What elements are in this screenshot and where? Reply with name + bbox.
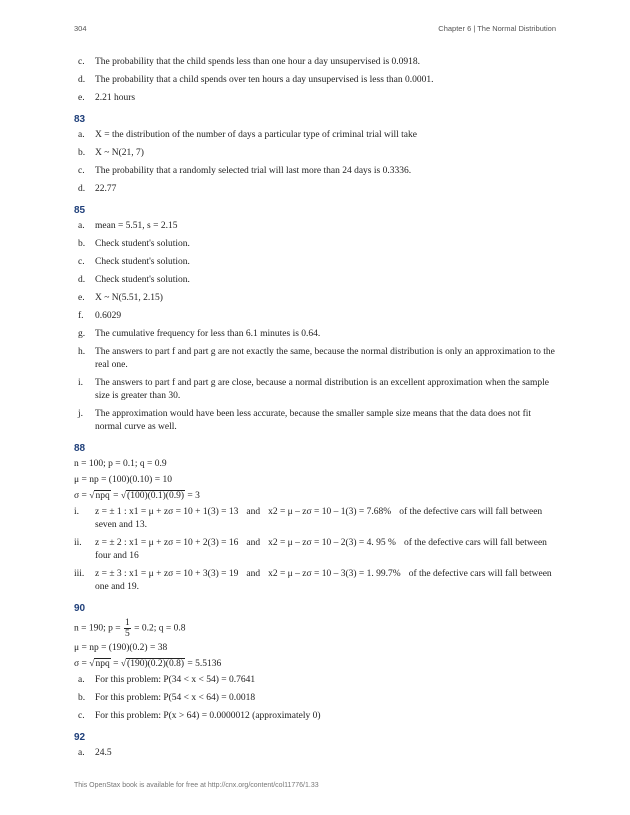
item-label: d. bbox=[78, 75, 86, 85]
item-label: c. bbox=[78, 166, 85, 176]
item-text: 24.5 bbox=[95, 748, 112, 758]
item-text: X ~ N(21, 7) bbox=[95, 148, 144, 158]
problem-number-92: 92 bbox=[74, 732, 86, 743]
fraction-numerator: 1 bbox=[124, 618, 130, 628]
sqrt-symbol: √ bbox=[120, 659, 127, 669]
item-label: c. bbox=[78, 257, 85, 267]
math-expression-2: x2 = μ – zσ = 10 – 1(3) = 7.68% bbox=[268, 507, 392, 517]
problem-92-answers bbox=[74, 747, 560, 760]
item-label: b. bbox=[78, 693, 86, 703]
math-expression-2: x2 = μ – zσ = 10 – 3(3) = 1. 99.7% bbox=[268, 569, 401, 579]
item-text: The probability that the child spends less than one hour a day unsupervised is 0.0918. bbox=[95, 57, 421, 67]
item-label: i. bbox=[78, 378, 84, 388]
math-expression-1: z = ± 3 : x1 = μ + zσ = 10 + 3(3) = 19 bbox=[95, 569, 239, 579]
equals: = bbox=[110, 659, 121, 669]
list-item bbox=[74, 238, 560, 251]
item-label: c. bbox=[78, 57, 85, 67]
item-text: The cumulative frequency for less than 6.1 minutes is 0.64. bbox=[95, 329, 321, 339]
sigma-result: = 3 bbox=[185, 491, 200, 501]
sqrt-symbol: √ bbox=[120, 491, 127, 501]
sigma-formula bbox=[74, 490, 560, 503]
mean-formula: μ = np = (100)(0.10) = 10 bbox=[74, 475, 172, 485]
item-text: The answers to part f and part g are not exactly the same, because the normal distribution is only an approximation to the real one. bbox=[95, 347, 555, 370]
item-text: mean = 5.51, s = 2.15 bbox=[95, 221, 178, 231]
item-label: b. bbox=[78, 148, 86, 158]
list-item bbox=[74, 328, 560, 341]
item-label: g. bbox=[78, 329, 86, 339]
given-lead: n = 190; p = bbox=[74, 623, 123, 634]
item-label: a. bbox=[78, 130, 85, 140]
list-item bbox=[74, 274, 560, 287]
item-label: b. bbox=[78, 239, 86, 249]
sigma-result: = 5.5136 bbox=[185, 659, 222, 669]
item-text: 0.6029 bbox=[95, 311, 122, 321]
item-text: X = the distribution of the number of days a particular type of criminal trial will take bbox=[95, 130, 417, 140]
item-text: of the defective cars will fall between four and 16 bbox=[95, 538, 547, 561]
and-text: and bbox=[246, 569, 261, 579]
math-expression-1: z = ± 1 : x1 = μ + zσ = 10 + 1(3) = 13 bbox=[95, 507, 239, 517]
item-text: For this problem: P(54 < x < 64) = 0.0018 bbox=[95, 693, 256, 703]
mean-formula: μ = np = (190)(0.2) = 38 bbox=[74, 643, 168, 653]
item-text: of the defective cars will fall between seven and 13. bbox=[95, 507, 543, 530]
item-text: 22.77 bbox=[95, 184, 117, 194]
item-text: The answers to part f and part g are close, because a normal distribution is an excellent approximation when the sample size is greater than 30. bbox=[95, 378, 550, 401]
sqrt-symbol: √ bbox=[89, 659, 95, 669]
chapter-header: Chapter 6 | The Normal Distribution bbox=[438, 24, 556, 33]
item-label: c. bbox=[78, 711, 85, 721]
item-text: For this problem: P(x > 64) = 0.0000012 (approximately 0) bbox=[95, 711, 321, 721]
sqrt-values: (100)(0.1)(0.9) bbox=[127, 491, 185, 501]
problem-number-85: 85 bbox=[74, 205, 86, 216]
list-item bbox=[74, 537, 560, 563]
page-number: 304 bbox=[74, 24, 87, 33]
problem-83-answers bbox=[74, 129, 560, 196]
top-answer-list bbox=[74, 56, 560, 105]
item-label: d. bbox=[78, 275, 86, 285]
problem-number-90: 90 bbox=[74, 603, 86, 614]
list-item bbox=[74, 183, 560, 196]
math-expression-2: x2 = μ – zσ = 10 – 2(3) = 4. 95 % bbox=[268, 538, 396, 548]
given-values bbox=[74, 618, 560, 639]
and-text: and bbox=[246, 538, 261, 548]
list-item bbox=[74, 692, 560, 705]
sqrt-npq: npq bbox=[95, 491, 110, 501]
given-tail: = 0.2; q = 0.8 bbox=[131, 623, 186, 634]
list-item bbox=[74, 220, 560, 233]
list-item bbox=[74, 256, 560, 269]
list-item bbox=[74, 506, 560, 532]
list-item bbox=[74, 674, 560, 687]
list-item bbox=[74, 129, 560, 142]
problem-88-answers bbox=[74, 458, 560, 594]
list-item bbox=[74, 310, 560, 323]
list-item bbox=[74, 92, 560, 105]
item-label: i. bbox=[74, 507, 80, 517]
list-item bbox=[74, 377, 560, 403]
item-label: e. bbox=[78, 293, 85, 303]
list-item bbox=[74, 568, 560, 594]
item-label: ii. bbox=[74, 538, 82, 548]
item-label: d. bbox=[78, 184, 86, 194]
item-text: The probability that a randomly selected trial will last more than 24 days is 0.3336. bbox=[95, 166, 412, 176]
item-label: e. bbox=[78, 93, 85, 103]
list-item bbox=[74, 292, 560, 305]
item-text: The probability that a child spends over ten hours a day unsupervised is less than 0.0001. bbox=[95, 75, 434, 85]
list-item bbox=[74, 147, 560, 160]
problem-85-answers bbox=[74, 220, 560, 434]
fraction bbox=[124, 618, 131, 639]
item-text: Check student's solution. bbox=[95, 239, 190, 249]
problem-number-88: 88 bbox=[74, 443, 86, 454]
item-text: Check student's solution. bbox=[95, 257, 190, 267]
list-item bbox=[74, 710, 560, 723]
list-item bbox=[74, 165, 560, 178]
math-expression-1: z = ± 2 : x1 = μ + zσ = 10 + 2(3) = 16 bbox=[95, 538, 239, 548]
problem-90-answers bbox=[74, 618, 560, 723]
item-text: For this problem: P(34 < x < 54) = 0.7641 bbox=[95, 675, 256, 685]
list-item bbox=[74, 747, 560, 760]
item-text: 2.21 hours bbox=[95, 93, 136, 103]
list-item bbox=[74, 56, 560, 69]
sigma-lead: σ = bbox=[74, 659, 90, 669]
list-item bbox=[74, 74, 560, 87]
sqrt-values: (190)(0.2)(0.8) bbox=[127, 659, 185, 669]
sigma-lead: σ = bbox=[74, 491, 90, 501]
list-item bbox=[74, 346, 560, 372]
equals: = bbox=[110, 491, 121, 501]
and-text: and bbox=[246, 507, 261, 517]
item-label: f. bbox=[78, 311, 84, 321]
item-text: The approximation would have been less accurate, because the smaller sample size means that the data does not fit normal curve as well. bbox=[95, 409, 532, 432]
item-label: a. bbox=[78, 675, 85, 685]
footer-note: This OpenStax book is available for free at http://cnx.org/content/col11776/1.33 bbox=[74, 782, 319, 789]
item-label: a. bbox=[78, 221, 85, 231]
sigma-formula bbox=[74, 658, 560, 671]
item-label: j. bbox=[78, 409, 84, 419]
item-text: Check student's solution. bbox=[95, 275, 190, 285]
item-text: of the defective cars will fall between one and 19. bbox=[95, 569, 552, 592]
problem-number-83: 83 bbox=[74, 114, 86, 125]
list-item bbox=[74, 408, 560, 434]
item-text: X ~ N(5.51, 2.15) bbox=[95, 293, 163, 303]
fraction-denominator: 5 bbox=[124, 629, 130, 639]
item-label: h. bbox=[78, 347, 86, 357]
sqrt-npq: npq bbox=[95, 659, 110, 669]
sqrt-symbol: √ bbox=[89, 491, 95, 501]
item-label: a. bbox=[78, 748, 85, 758]
answers-content bbox=[74, 56, 560, 765]
given-values: n = 100; p = 0.1; q = 0.9 bbox=[74, 459, 167, 469]
item-label: iii. bbox=[74, 569, 85, 579]
